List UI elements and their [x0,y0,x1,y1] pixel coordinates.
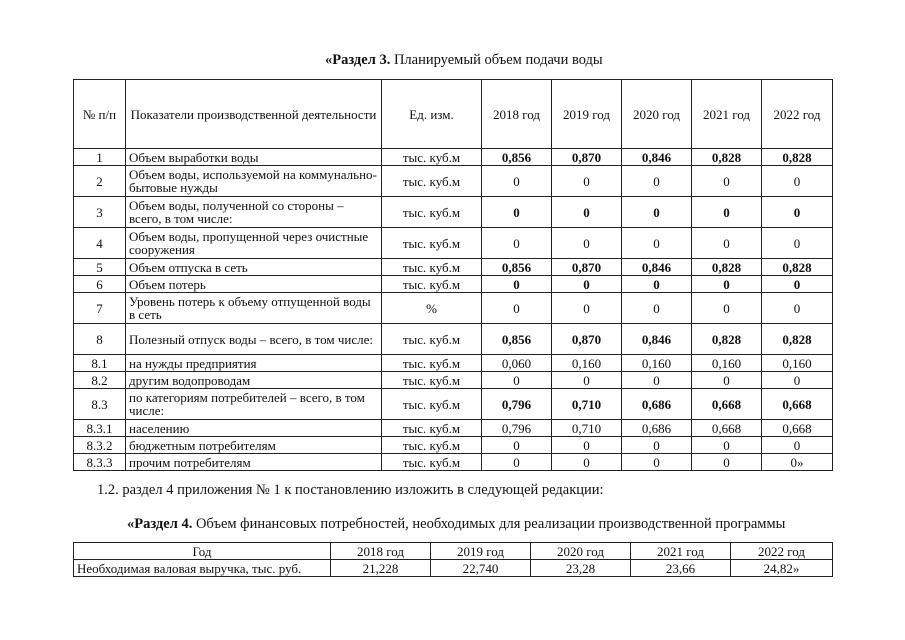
row-number: 2 [74,166,126,197]
table-row [74,293,833,324]
row-value: 0,856 [482,149,552,166]
row-unit: тыс. куб.м [382,420,482,437]
row-value: 0,060 [482,355,552,372]
row-number: 8.3 [74,389,126,420]
row-unit: тыс. куб.м [382,166,482,197]
row-value: 0,796 [482,389,552,420]
row-number: 3 [74,197,126,228]
row-value: 0,828 [762,324,833,355]
section4-header-row [74,543,833,560]
section3-header-row [74,80,833,149]
revenue-2019: 22,740 [431,560,531,577]
row-value: 0,668 [692,389,762,420]
section3-table-body [74,149,833,471]
header-num: № п/п [74,80,126,149]
header-2022: 2022 год [762,80,833,149]
row-value: 0,668 [762,420,833,437]
row-value: 0 [482,454,552,471]
row-number: 8.3.1 [74,420,126,437]
row-number: 1 [74,149,126,166]
row-value: 0 [692,228,762,259]
table-row [74,454,833,471]
row-value: 0 [622,166,692,197]
row-value: 0 [622,293,692,324]
row-number: 8.2 [74,372,126,389]
row-value: 0,828 [762,149,833,166]
table-row [74,149,833,166]
revenue-2020: 23,28 [531,560,631,577]
section4-table [73,542,833,577]
table-row [74,420,833,437]
row-value: 0,828 [762,259,833,276]
amendment-paragraph: 1.2. раздел 4 приложения № 1 к постановлению изложить в следующей редакции: [97,482,604,498]
row-value: 0 [622,437,692,454]
table-row [74,372,833,389]
row-value: 0,856 [482,324,552,355]
row-value: 0 [762,166,833,197]
row-value: 0,668 [692,420,762,437]
section3-heading-number: «Раздел 3. [325,52,391,68]
row-unit: тыс. куб.м [382,197,482,228]
table-row [74,228,833,259]
row-value: 0 [482,372,552,389]
row-indicator: Полезный отпуск воды – всего, в том числе: [126,324,382,355]
section3-heading-title: Планируемый объем подачи воды [390,52,603,68]
row-number: 8 [74,324,126,355]
row-indicator: Объем воды, полученной со стороны – всего, в том числе: [126,197,382,228]
row-indicator: по категориям потребителей – всего, в том числе: [126,389,382,420]
table-row [74,389,833,420]
header-unit: Ед. изм. [382,80,482,149]
row-number: 5 [74,259,126,276]
row-value: 0,828 [692,324,762,355]
row-unit: тыс. куб.м [382,259,482,276]
row-value: 0 [552,276,622,293]
row-value: 0,846 [622,324,692,355]
row-value: 0,846 [622,149,692,166]
row-unit: тыс. куб.м [382,454,482,471]
row-value: 0,686 [622,389,692,420]
row-value: 0,828 [692,149,762,166]
row-value: 0,160 [692,355,762,372]
row-value: 0,856 [482,259,552,276]
row-value: 0,796 [482,420,552,437]
row-unit: тыс. куб.м [382,355,482,372]
row-value: 0 [762,437,833,454]
row-value: 0,828 [692,259,762,276]
row-unit: тыс. куб.м [382,228,482,259]
row-unit: тыс. куб.м [382,389,482,420]
row-number: 8.1 [74,355,126,372]
row-indicator: Объем потерь [126,276,382,293]
header-2021: 2021 год [692,80,762,149]
row-value: 0 [622,276,692,293]
section4-heading [127,516,785,533]
row-value: 0,870 [552,324,622,355]
header-2020: 2020 год [622,80,692,149]
row-value: 0 [552,437,622,454]
row-indicator: другим водопроводам [126,372,382,389]
row-value: 0,710 [552,420,622,437]
row-value: 0 [552,197,622,228]
row-value: 0 [482,197,552,228]
revenue-2022: 24,82» [731,560,833,577]
table-row [74,355,833,372]
section4-heading-title: Объем финансовых потребностей, необходимых для реализации производственной программы [192,516,786,532]
row-value: 0 [482,166,552,197]
revenue-2018: 21,228 [331,560,431,577]
table-row [74,276,833,293]
section4-revenue-row [74,560,833,577]
row-value: 0,668 [762,389,833,420]
row-indicator: Объем выработки воды [126,149,382,166]
row-indicator: прочим потребителям [126,454,382,471]
row-unit: тыс. куб.м [382,437,482,454]
revenue-2021: 23,66 [631,560,731,577]
row-value: 0 [622,197,692,228]
row-value: 0 [762,293,833,324]
section4-heading-number: «Раздел 4. [127,516,193,532]
section3-table [73,79,833,471]
row-unit: тыс. куб.м [382,324,482,355]
row-number: 8.3.3 [74,454,126,471]
row-indicator: Объем отпуска в сеть [126,259,382,276]
row-value: 0 [622,454,692,471]
row-unit: тыс. куб.м [382,276,482,293]
row-number: 4 [74,228,126,259]
row-value: 0 [482,276,552,293]
row-unit: % [382,293,482,324]
row-value: 0 [552,454,622,471]
section3-heading [325,52,603,69]
row-indicator: бюджетным потребителям [126,437,382,454]
row-value: 0 [552,166,622,197]
row-value: 0 [552,372,622,389]
row-unit: тыс. куб.м [382,149,482,166]
row-value: 0,870 [552,259,622,276]
table-row [74,437,833,454]
row-indicator: населению [126,420,382,437]
row-value: 0,870 [552,149,622,166]
row-indicator: Объем воды, используемой на коммунально-бытовые нужды [126,166,382,197]
row-value: 0» [762,454,833,471]
header-2020: 2020 год [531,543,631,560]
header-2022: 2022 год [731,543,833,560]
header-2018: 2018 год [482,80,552,149]
row-indicator: Объем воды, пропущенной через очистные сооружения [126,228,382,259]
row-value: 0 [482,293,552,324]
row-value: 0,710 [552,389,622,420]
row-value: 0 [762,372,833,389]
row-value: 0 [622,228,692,259]
row-number: 6 [74,276,126,293]
table-row [74,197,833,228]
row-value: 0 [692,276,762,293]
row-indicator: Уровень потерь к объему отпущенной воды в сеть [126,293,382,324]
header-2021: 2021 год [631,543,731,560]
table-row [74,324,833,355]
row-value: 0 [692,166,762,197]
row-unit: тыс. куб.м [382,372,482,389]
header-2019: 2019 год [552,80,622,149]
table-row [74,166,833,197]
row-indicator: на нужды предприятия [126,355,382,372]
revenue-label: Необходимая валовая выручка, тыс. руб. [74,560,331,577]
row-value: 0 [762,197,833,228]
row-value: 0 [552,293,622,324]
row-value: 0 [482,228,552,259]
row-value: 0 [762,228,833,259]
header-year: Год [74,543,331,560]
header-2018: 2018 год [331,543,431,560]
row-value: 0,846 [622,259,692,276]
row-value: 0 [692,454,762,471]
row-value: 0,160 [552,355,622,372]
row-value: 0 [622,372,692,389]
row-value: 0 [692,293,762,324]
header-indicator: Показатели производственной деятельности [126,80,382,149]
row-number: 7 [74,293,126,324]
row-value: 0,160 [762,355,833,372]
row-value: 0 [692,437,762,454]
row-value: 0 [692,197,762,228]
row-value: 0 [482,437,552,454]
table-row [74,259,833,276]
row-value: 0,686 [622,420,692,437]
row-value: 0 [692,372,762,389]
row-value: 0 [762,276,833,293]
row-value: 0,160 [622,355,692,372]
row-number: 8.3.2 [74,437,126,454]
row-value: 0 [552,228,622,259]
header-2019: 2019 год [431,543,531,560]
